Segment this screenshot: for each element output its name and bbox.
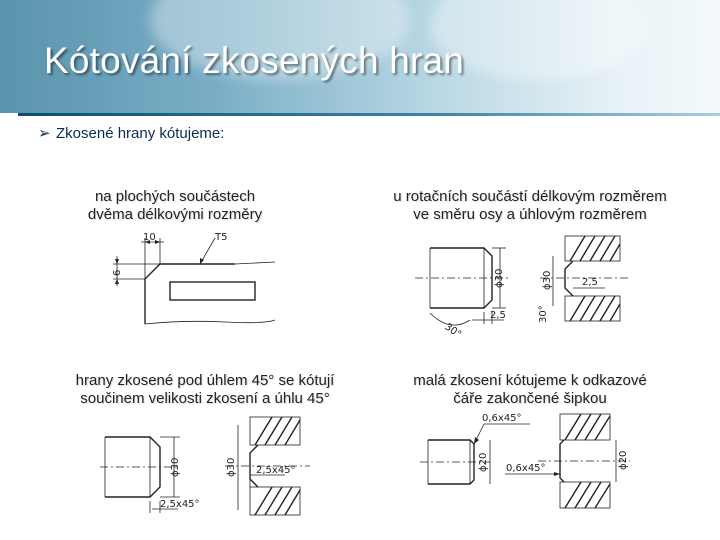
leader-right: 0,6x45°	[506, 463, 546, 474]
rotational-drawing	[410, 228, 640, 341]
flat-part-drawing	[105, 224, 285, 334]
caption-line: ve směru osy a úhlovým rozměrem	[413, 206, 647, 223]
caption-line: hrany zkosené pod úhlem 45° se kótují	[75, 372, 335, 389]
leader-top: 0,6x45°	[482, 413, 522, 424]
len-right: 2,5	[582, 277, 598, 288]
caption-bottom-left	[50, 372, 360, 408]
chamfer45-drawing	[100, 415, 310, 520]
dim-length: 10	[143, 232, 156, 243]
dia-left: ϕ30	[170, 457, 181, 477]
dia-left: ϕ20	[478, 452, 489, 472]
caption-top-left	[60, 188, 290, 224]
caption-line: u rotačních součástí délkovým rozměrem	[393, 188, 667, 205]
caption-line: čáře zakončené šipkou	[453, 390, 607, 407]
title-banner	[0, 0, 720, 113]
chamfer-left: 2,5x45°	[160, 499, 200, 510]
caption-line: součinem velikosti zkosení a úhlu 45°	[80, 390, 330, 407]
dia-right: ϕ20	[618, 450, 629, 470]
bullet-item	[38, 124, 224, 142]
chamfer-right: 2,5x45°	[256, 465, 296, 476]
dim-height: 6	[112, 269, 123, 276]
dia-right: ϕ30	[226, 457, 237, 477]
angle-left: 30°	[442, 321, 464, 341]
title-divider	[18, 113, 720, 116]
slide-title: Kótování zkosených hran	[44, 40, 465, 81]
arrow-bullet-icon: ➢	[38, 125, 51, 142]
caption-top-right	[370, 188, 690, 224]
caption-bottom-right	[390, 372, 670, 408]
caption-line: dvěma délkovými rozměry	[87, 206, 263, 223]
bullet-text: Zkosené hrany kótujeme:	[56, 125, 225, 142]
dia-left: ϕ30	[494, 268, 505, 288]
caption-line: malá zkosení kótujeme k odkazové	[413, 372, 647, 389]
caption-line: na plochých součástech	[94, 188, 256, 205]
dia-right: ϕ30	[542, 270, 553, 290]
small-chamfer-drawing	[420, 410, 640, 510]
len-left: 2,5	[490, 310, 506, 321]
label-t5: T5	[215, 232, 228, 243]
angle-right: 30°	[538, 305, 549, 323]
